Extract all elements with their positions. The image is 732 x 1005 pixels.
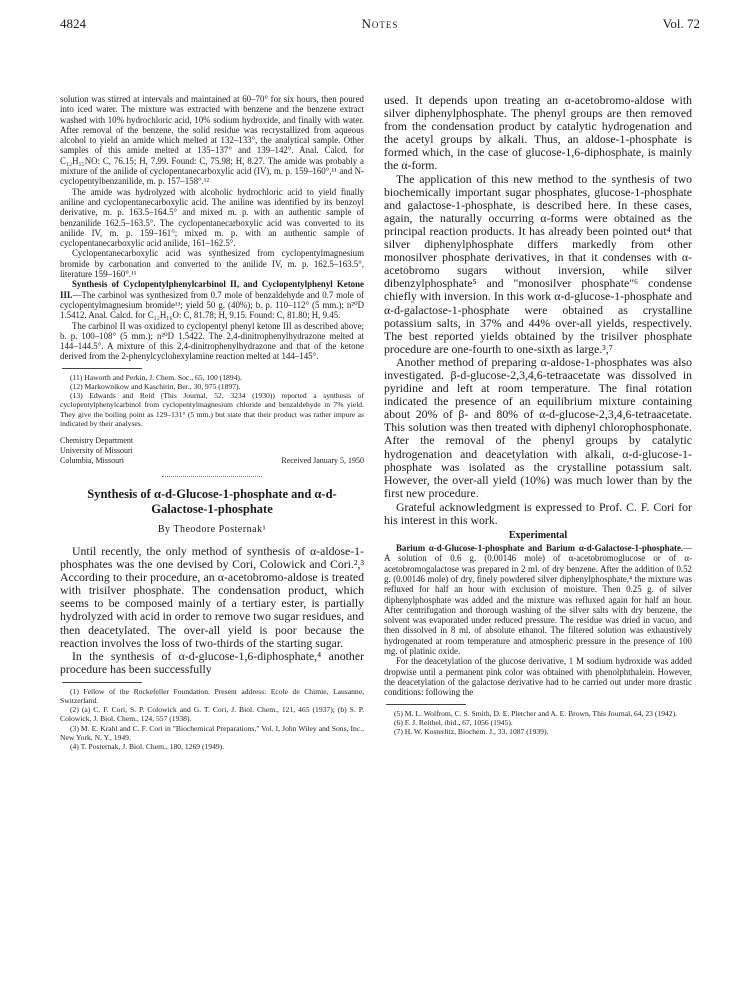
footnote: (12) Markownikow and Kaschirin, Ber., 30, 975 (1897). xyxy=(70,381,241,391)
paragraph xyxy=(60,279,364,320)
affiliation-block xyxy=(60,436,364,466)
paragraph: The application of this new method to the synthesis of two biochemically important sugar phosphates, glucose-1-phosphate and galactose-1-phosphate, is described here. In these cases, again, the naturally occurring α-forms were obtained as the principal reaction products. It has already been pointed out⁴ that silver diphenylphosphate differs markedly from other monosilver phosphate derivatives, in that it condenses with α-acetobromo sugars without inversion, while silver dibenzylphosphate⁵ and "monosilver phosphate"⁶ condense chiefly with inversion. In this work α-d-glucose-1-phosphate and α-d-galactose-1-phosphate were obtained as crystalline potassium salts, in 37% and 44% over-all yields, respectively. The best reported yields obtained by the trisilver phosphate procedure are one-fourth to one-sixth as large.³,⁷ xyxy=(384,171,692,356)
footnote: (13) Edwards and Reid (This Journal, 52, 3234 (1930)) reported a synthesis of cyclopentylphenylcarbinol from cyclopentylmagnesium chloride and benzaldehyde in 7% yield. They give the boiling point as 129–131° (5 mm.) but state that their product was rather impure as indicated by their analyses. xyxy=(60,391,364,428)
paragraph: Another method of preparing α-aldose-1-phosphates was also investigated. β-d-glucose-2,3,4,6-tetraacetate was dissolved in pyridine and left at room temperature. The final rotation indicated the presence of an equilibrium mixture containing about 20% of β- and 80% of α-d-glucose-2,3,4,6-tetraacetate. This solution was then treated with diphenyl chlorophosphonate. After the removal of the phenyl groups by catalytic hydrogenation and deacetylation with alkali, α-d-glucose-1-phosphate was isolated as the crystalline potassium salt. However, the over-all yield (10%) was much lower than by the first new procedure. xyxy=(384,354,692,500)
paragraph xyxy=(384,543,692,656)
paragraph-text: —A solution of 0.6 g. (0.00146 mole) of α-acetobromoglucose or of α-acetobromogalactose was prepared in 2 ml. of dry benzene. After the addition of 0.52 g. (0.00146 mole) of dry, finely powdered silver diphenylphosphate,⁴ the mixture was refluxed for half an hour with exclusion of moisture. Then 0.25 g. of silver diphenylphosphate was added and the mixture was refluxed again for half an hour. After centrifugation and thorough washing of the silver salts with dry benzene, the solvent was evaporated under reduced pressure. The residue was dried in vacuo, and then dissolved in 8 ml. of absolute ethanol. The filtered solution was exhaustively hydrogenated at room temperature and atmospheric pressure in the presence of 100 mg. of platinic oxide. xyxy=(384,543,692,657)
affiliation-line: Chemistry Department xyxy=(60,435,134,445)
section-heading: Experimental xyxy=(508,530,568,542)
footnote: (6) F. J. Reithel, ibid., 67, 1056 (1945). xyxy=(394,717,513,727)
article-title: Synthesis of α-d-Glucose-1-phosphate and α-d-Galactose-1-phosphate xyxy=(87,486,337,516)
subsection-heading: Barium α-d-Glucose-1-phosphate and Barium α-d-Galactose-1-phosphate. xyxy=(396,543,684,554)
footnote-rule xyxy=(62,682,142,683)
page-number: 4824 xyxy=(60,16,86,31)
footnote: (11) Haworth and Perkin, J. Chem. Soc., 65, 100 (1894). xyxy=(70,372,242,382)
acknowledgment: Grateful acknowledgment is expressed to Prof. C. F. Cori for his interest in this work. xyxy=(384,499,692,527)
paragraph: The amide was hydrolyzed with alcoholic hydrochloric acid to yield finally aniline and cyclopentanecarboxylic acid. The aniline was identified by its benzoyl derivative, m. p. 163.5–164.5° and mixed m. p. with an authentic sample of benzanilide 162.5–163.5°. The cyclopentanecarboxylic acid was converted to its anilide IV, m. p. 159–161°; mixed m. p. with an authentic sample of cyclopentanecarboxylic acid anilide, 161–162.5°. xyxy=(60,186,364,249)
footnote-rule xyxy=(62,368,142,369)
volume-label: Vol. 72 xyxy=(662,16,700,31)
footnote: (4) T. Posternak, J. Biol. Chem., 180, 1269 (1949). xyxy=(70,742,225,752)
right-column xyxy=(384,94,692,736)
footnotes xyxy=(60,687,364,751)
affiliation-line: University of Missouri xyxy=(60,445,133,455)
footnote: (2) (a) C. F. Cori, S. P. Colowick and G. T. Cori, J. Biol. Chem., 121, 465 (1937); (b) S. P. Colowick, J. Biol. Chem., 124, 557 (1938). xyxy=(60,705,364,724)
footnote-rule xyxy=(386,704,466,705)
paragraph: Cyclopentanecarboxylic acid was synthesized from cyclopentylmagnesium bromide by carbonation and converted to the anilide IV, m. p. 162.5–163.5°, literature 159–160°.¹¹ xyxy=(60,248,364,280)
left-column xyxy=(60,94,364,751)
paragraph: used. It depends upon treating an α-acetobromo-aldose with silver diphenylphosphate. The phenyl groups are then removed from the condensation product by catalytic hydrogenation and the acetyl groups by alkali. Thus, an aldose-1-phosphate is formed which, in the case of glucose-1,6-diphosphate, is mainly the α-form. xyxy=(384,93,692,173)
paragraph-text: —The carbinol was synthesized from 0.7 mole of benzaldehyde and 0.7 mole of cyclopentylmagnesium bromide¹³; yield 50 g. (40%); b. p. 110–112° (5 mm.); n²⁰D 1.5412. Anal. Calcd. for C₁₂H₁₆O: C, 81.78; H, 9.15. Found: C, 81.80; H, 9.45. xyxy=(60,289,364,321)
affiliation-line: Columbia, Missouri xyxy=(60,455,125,465)
footnote: (5) M. L. Wolfrom, C. S. Smith, D. E. Pletcher and A. E. Brown, This Journal, 64, 23 (1942). xyxy=(394,708,678,718)
paragraph: For the deacetylation of the glucose derivative, 1 M sodium hydroxide was added dropwise until a permanent pink color was obtained with phenolphthalein. However, the deacetylation of the galactose derivative had to be carried out under more drastic conditions: following the xyxy=(384,656,692,698)
received-date: Received January 5, 1950 xyxy=(281,455,364,465)
author-line: By Theodore Posternak¹ xyxy=(157,523,267,535)
footnote: (3) M. E. Krahl and C. F. Cori in "Biochemical Preparations," Vol. I, John Wiley and Sons, Inc., New York, N. Y., 1949. xyxy=(60,723,364,742)
paragraph: solution was stirred at intervals and maintained at 60–70° for six hours, then poured into iced water. The mixture was extracted with benzene and the benzene extract washed with 10% hydrochloric acid, 10% sodium hydroxide, and finally with water. After removal of the benzene, the solid residue was recrystallized from aqueous alcohol to yield an amide which melted at 132–133°, the analytical sample. Other samples of this amide melted at 135–137° and 139–142°. Anal. Calcd. for C₁₂H₁₅NO: C, 76.15; H, 7.99. Found: C, 75.98; H, 8.27. The amide was probably a mixture of the anilide of cyclopentanecarboxylic acid (IV), m. p. 159–160°,¹¹ and N-cyclopentylbenzanilide, m. p. 157–158°.¹² xyxy=(60,94,364,187)
footnote: (7) H. W. Kosterlitz, Biochem. J., 33, 1087 (1939). xyxy=(394,726,549,736)
paragraph: The carbinol II was oxidized to cyclopentyl phenyl ketone III as described above; b. p. 100–108° (5 mm.); n²⁰D 1.5422. The 2,4-dinitrophenylhydrazone melted at 144–144.5°. A mixture of this 2,4-dinitrophenylhydrazone and that of the ketone derived from the 2-phenylcyclohexylamine reaction melted at 144–145°. xyxy=(60,320,364,362)
footnotes xyxy=(384,709,692,737)
section-heading: Synthesis of Cyclopentylphenylcarbinol II, and Cyclopentylphenyl Ketone III. xyxy=(60,279,364,300)
section-divider xyxy=(162,476,262,477)
paragraph: In the synthesis of α-d-glucose-1,6-diphosphate,⁴ another procedure has been successfully xyxy=(60,648,364,676)
paragraph: Until recently, the only method of synthesis of α-aldose-1-phosphates was the one devised by Cori, Colowick and Cori.²,³ According to their procedure, an α-acetobromo-aldose is treated with trisilver phosphate. The condensation product, which seems to be composed mainly of a tertiary ester, is partially hydrolyzed with acid in order to remove two sugar residues, and then deacetylated. The over-all yield is poor because the reaction involves the loss of two-thirds of the starting sugar. xyxy=(60,543,364,650)
footnotes xyxy=(60,373,364,428)
journal-section: Notes xyxy=(361,16,399,31)
footnote: (1) Fellow of the Rockefeller Foundation. Present address: Ecole de Chimie, Lausanne, Switzerland. xyxy=(60,686,364,706)
page-header xyxy=(60,16,700,36)
